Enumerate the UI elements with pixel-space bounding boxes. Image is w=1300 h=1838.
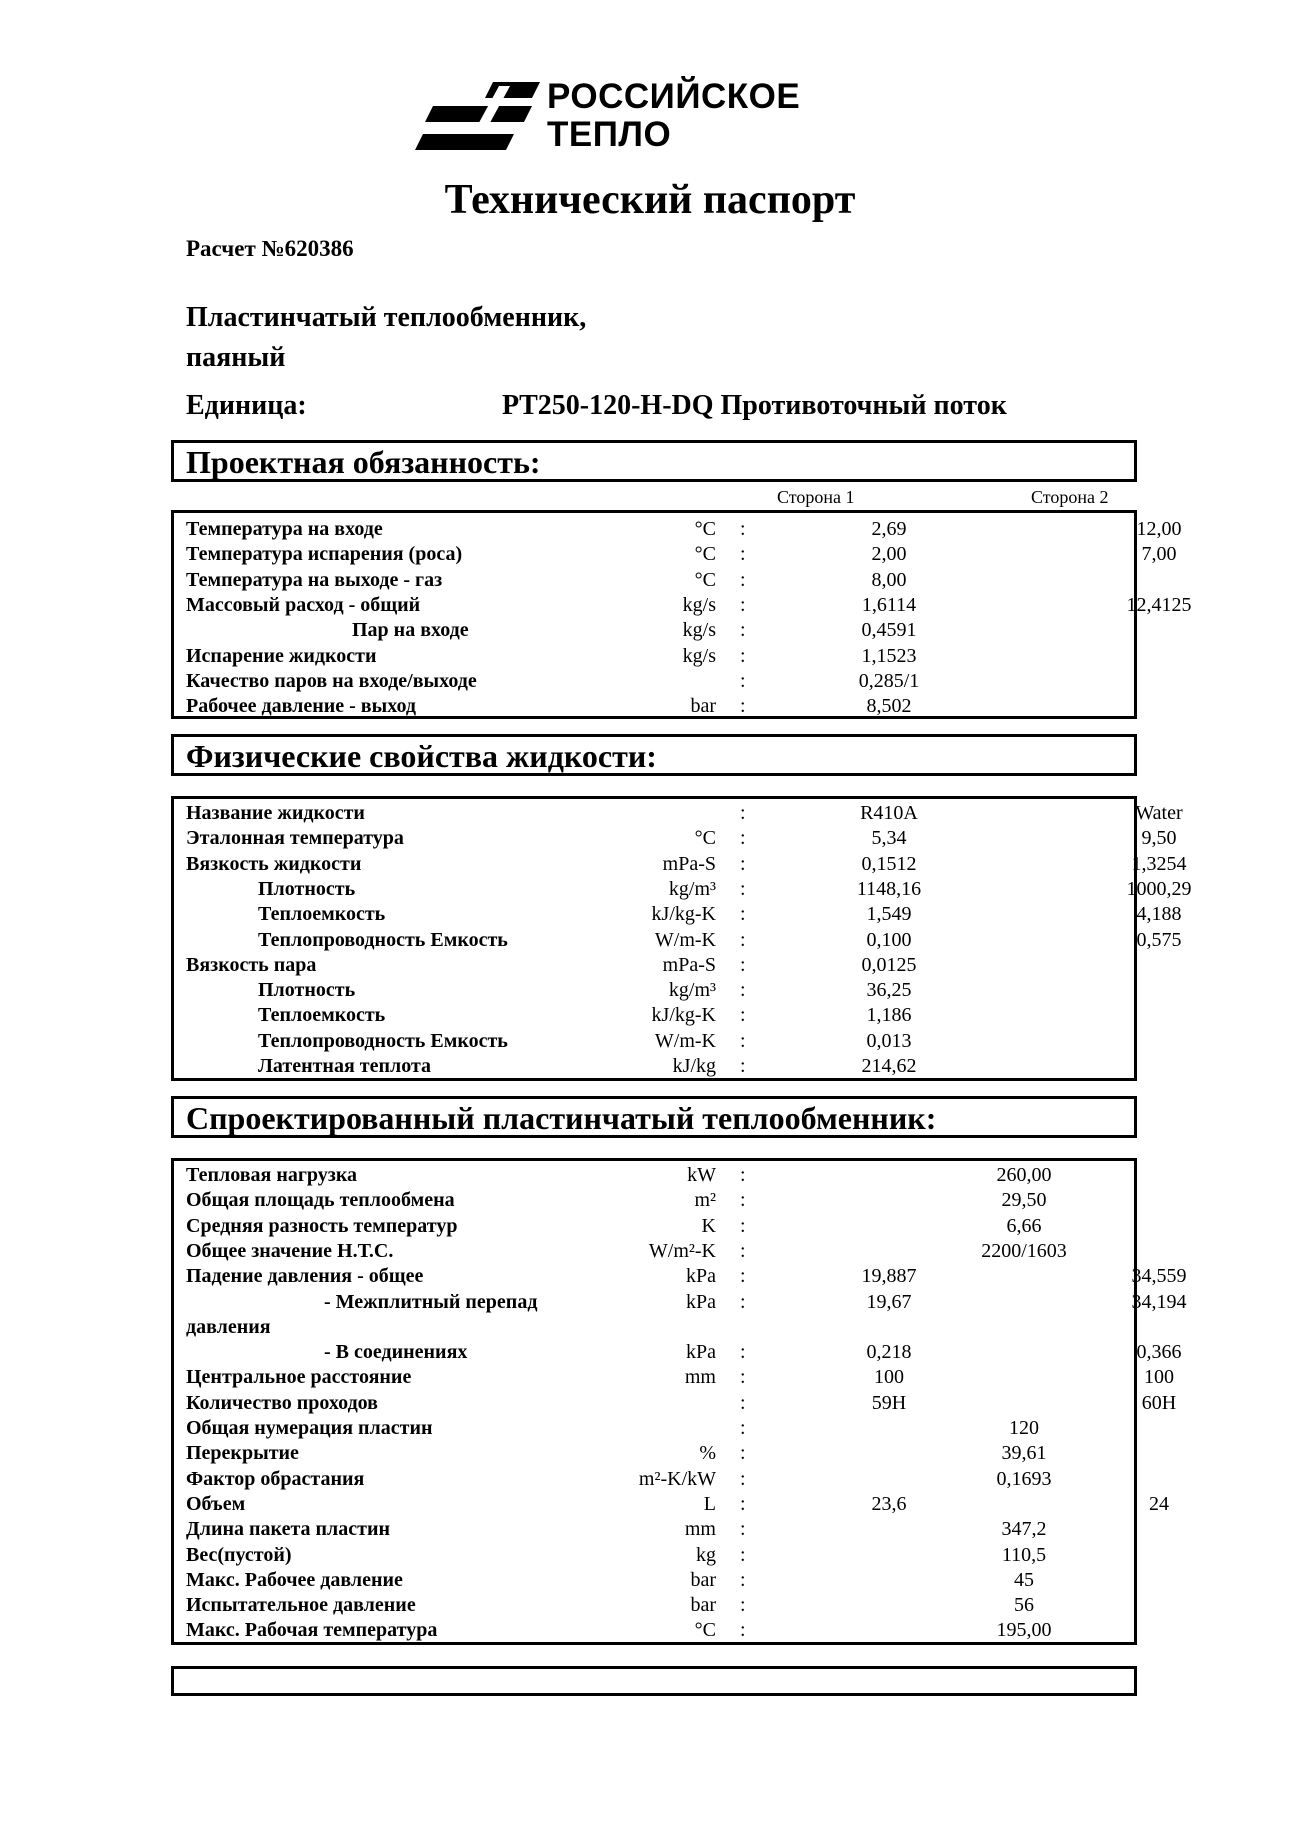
row-unit: kJ/kg-K xyxy=(651,1004,716,1027)
row-label: Теплоемкость xyxy=(258,903,386,926)
table-row xyxy=(174,1593,1134,1618)
table-row xyxy=(174,618,1134,643)
row-label: Средняя разность температур xyxy=(186,1214,458,1237)
row-unit: m² xyxy=(694,1189,716,1212)
row-colon: : xyxy=(740,1568,746,1591)
row-value-side1: 19,67 xyxy=(866,1290,912,1313)
row-label: Количество проходов xyxy=(186,1391,378,1414)
row-value-common: 0,1693 xyxy=(996,1467,1052,1490)
row-value-side1: 36,25 xyxy=(866,979,912,1002)
row-colon: : xyxy=(740,802,746,824)
row-value-side2: 34,559 xyxy=(1131,1265,1187,1288)
table-row xyxy=(174,877,1192,902)
table-row xyxy=(174,644,1134,669)
design-heading: Спроектированный пластинчатый теплообменник: xyxy=(186,1100,937,1136)
row-value-side2: 34,194 xyxy=(1131,1290,1187,1313)
row-label: Фактор обрастания xyxy=(186,1467,365,1490)
row-value-side1: 59H xyxy=(871,1391,907,1414)
row-label: Общее значение Н.Т.С. xyxy=(186,1239,394,1262)
row-label: Рабочее давление - выход xyxy=(186,695,416,718)
row-label: давления xyxy=(186,1315,271,1338)
row-label: Массовый расход - общий xyxy=(186,593,421,616)
row-unit: kg/m³ xyxy=(668,877,716,900)
row-colon: : xyxy=(740,1214,746,1237)
row-label: Название жидкости xyxy=(186,802,365,824)
row-unit: kJ/kg-K xyxy=(651,903,716,926)
product-name xyxy=(186,298,706,378)
row-unit: kg/s xyxy=(682,593,716,616)
row-label: Вязкость пара xyxy=(186,953,317,976)
table-row xyxy=(174,1543,1134,1568)
props-table xyxy=(171,796,1192,1081)
side1-label: Сторона 1 xyxy=(777,487,855,507)
duty-heading: Проектная обязанность: xyxy=(186,444,541,480)
row-value-side2: 0,366 xyxy=(1136,1341,1182,1364)
row-label: Общая нумерация пластин xyxy=(186,1417,433,1439)
table-row xyxy=(174,1003,1134,1028)
row-colon: : xyxy=(740,1518,746,1541)
row-unit: kPa xyxy=(686,1265,716,1288)
table-row xyxy=(174,1290,1187,1315)
table-row xyxy=(174,517,1182,542)
table-row xyxy=(174,1492,1169,1517)
row-unit: °C xyxy=(694,543,716,566)
row-label: Объем xyxy=(186,1492,246,1515)
table-row xyxy=(174,1340,1182,1365)
row-value-side1: 0,1512 xyxy=(861,852,917,875)
row-value-side2: 24 xyxy=(1149,1492,1169,1515)
row-value-side2: 0,575 xyxy=(1136,928,1182,951)
row-value-common: 39,61 xyxy=(1001,1442,1047,1465)
row-label: Теплоемкость xyxy=(258,1004,386,1027)
row-label: Эталонная температура xyxy=(186,827,404,850)
design-heading-box xyxy=(171,1096,1137,1138)
row-value-side2: 60H xyxy=(1141,1391,1177,1414)
row-value-side1: 0,285/1 xyxy=(858,669,920,692)
row-colon: : xyxy=(740,1055,746,1077)
table-row xyxy=(174,978,1134,1003)
row-value-side1: 2,00 xyxy=(871,543,907,566)
row-label: Температура испарения (роса) xyxy=(186,543,463,566)
row-unit: kPa xyxy=(686,1290,716,1313)
row-value-side1: 5,34 xyxy=(871,827,907,850)
table-row xyxy=(174,826,1177,851)
row-value-side1: 0,218 xyxy=(866,1341,912,1364)
row-unit: kJ/kg xyxy=(672,1055,716,1077)
row-label: Падение давления - общее xyxy=(186,1265,424,1288)
row-value-common: 260,00 xyxy=(996,1164,1052,1186)
table-row xyxy=(174,1365,1174,1390)
product-line2: паяный xyxy=(186,342,286,373)
row-label: Испарение жидкости xyxy=(186,644,377,667)
props-heading: Физические свойства жидкости: xyxy=(186,738,657,774)
row-unit: kg xyxy=(696,1543,716,1566)
row-value-side1: 0,4591 xyxy=(861,619,917,642)
row-unit: kg/m³ xyxy=(668,979,716,1002)
row-colon: : xyxy=(740,1594,746,1617)
table-row xyxy=(174,694,1134,719)
table-row xyxy=(174,1517,1134,1542)
table-row xyxy=(174,1467,1134,1492)
row-label: Перекрытие xyxy=(186,1442,299,1465)
row-value-common: 120 xyxy=(1009,1417,1039,1439)
row-value-common: 195,00 xyxy=(996,1619,1052,1642)
table-row xyxy=(174,669,1134,694)
table-row xyxy=(174,1214,1134,1239)
row-unit: W/m-K xyxy=(654,928,716,951)
row-colon: : xyxy=(740,518,746,540)
row-value-side1: R410A xyxy=(860,802,918,824)
row-label: - Межплитный перепад xyxy=(324,1290,538,1313)
table-row xyxy=(174,928,1182,953)
row-unit: % xyxy=(699,1442,716,1465)
row-label: Испытательное давление xyxy=(186,1594,416,1617)
table-row xyxy=(174,801,1183,826)
row-value-side1: 0,100 xyxy=(866,928,912,951)
side2-label: Сторона 2 xyxy=(1031,487,1109,507)
side-labels xyxy=(171,487,1137,509)
row-value-side1: 214,62 xyxy=(861,1055,917,1077)
table-row xyxy=(174,902,1182,927)
row-unit: bar xyxy=(690,1568,716,1591)
row-label: Плотность xyxy=(258,877,356,900)
table-row xyxy=(174,852,1187,877)
row-label: Температура на выходе - газ xyxy=(186,568,443,591)
row-value-side2: 12,4125 xyxy=(1126,593,1192,616)
row-label: Теплопроводность Емкость xyxy=(258,1029,508,1052)
row-colon: : xyxy=(740,619,746,642)
row-unit: °C xyxy=(694,827,716,850)
table-row xyxy=(174,568,1134,593)
row-value-side1: 8,00 xyxy=(871,568,907,591)
company-logo xyxy=(415,78,835,158)
row-colon: : xyxy=(740,1239,746,1262)
row-colon: : xyxy=(740,1417,746,1439)
table-row xyxy=(174,1441,1134,1466)
row-value-side1: 19,887 xyxy=(861,1265,917,1288)
row-label: Пар на входе xyxy=(352,619,469,642)
row-unit: kPa xyxy=(686,1341,716,1364)
duty-heading-box xyxy=(171,440,1137,482)
row-colon: : xyxy=(740,1467,746,1490)
row-unit: m²-K/kW xyxy=(638,1467,716,1490)
page-title: Технический паспорт xyxy=(444,177,856,223)
row-colon: : xyxy=(740,1341,746,1364)
row-value-side1: 8,502 xyxy=(866,695,912,718)
row-colon: : xyxy=(740,1543,746,1566)
row-label: Латентная теплота xyxy=(258,1055,432,1077)
row-unit: °C xyxy=(694,1619,716,1642)
row-unit: kg/s xyxy=(682,644,716,667)
table-row xyxy=(174,542,1177,567)
row-colon: : xyxy=(740,695,746,718)
row-colon: : xyxy=(740,1265,746,1288)
stripes-logo-icon xyxy=(415,82,540,154)
row-value-common: 56 xyxy=(1014,1594,1034,1617)
row-value-side1: 1,6114 xyxy=(861,593,917,616)
design-table xyxy=(171,1158,1187,1645)
row-value-side1: 2,69 xyxy=(871,518,907,540)
table-row xyxy=(174,1391,1177,1416)
row-value-side1: 1,1523 xyxy=(861,644,917,667)
table-row xyxy=(174,1054,1134,1079)
row-value-side2: 12,00 xyxy=(1136,518,1182,540)
row-colon: : xyxy=(740,877,746,900)
row-colon: : xyxy=(740,953,746,976)
row-value-side1: 0,013 xyxy=(866,1029,912,1052)
row-value-common: 2200/1603 xyxy=(981,1239,1067,1262)
row-label: Температура на входе xyxy=(186,518,383,540)
row-value-side1: 1,549 xyxy=(866,903,912,926)
row-unit: kg/s xyxy=(682,619,716,642)
row-colon: : xyxy=(740,1189,746,1212)
row-colon: : xyxy=(740,1492,746,1515)
row-label: Теплопроводность Емкость xyxy=(258,928,508,951)
table-row xyxy=(174,593,1192,618)
row-unit: °C xyxy=(694,518,716,540)
row-label: - В соединениях xyxy=(324,1341,468,1364)
row-unit: mm xyxy=(684,1518,716,1541)
row-value-common: 6,66 xyxy=(1006,1214,1042,1237)
row-value-side2: 4,188 xyxy=(1136,903,1182,926)
table-row xyxy=(174,1315,1134,1340)
row-label: Макс. Рабочая температура xyxy=(186,1619,438,1642)
row-unit: kW xyxy=(687,1164,716,1186)
table-row xyxy=(174,1029,1134,1054)
empty-footer-box xyxy=(171,1666,1137,1696)
row-label: Вес(пустой) xyxy=(186,1543,292,1566)
calc-number: Расчет №620386 xyxy=(186,236,354,261)
row-value-side1: 23,6 xyxy=(871,1492,907,1515)
table-row xyxy=(174,1239,1134,1264)
logo-text xyxy=(547,78,800,154)
row-colon: : xyxy=(740,543,746,566)
row-value-side1: 0,0125 xyxy=(861,953,917,976)
row-colon: : xyxy=(740,593,746,616)
row-value-common: 347,2 xyxy=(1001,1518,1047,1541)
row-colon: : xyxy=(740,644,746,667)
row-value-side2: Water xyxy=(1135,802,1183,824)
table-row xyxy=(174,1163,1134,1188)
row-unit: mPa-S xyxy=(662,852,716,875)
row-label: Тепловая нагрузка xyxy=(186,1164,358,1186)
row-colon: : xyxy=(740,1004,746,1027)
row-label: Длина пакета пластин xyxy=(186,1518,391,1541)
row-value-common: 29,50 xyxy=(1001,1189,1047,1212)
row-colon: : xyxy=(740,1442,746,1465)
row-value-side2: 7,00 xyxy=(1141,543,1177,566)
row-label: Центральное расстояние xyxy=(186,1366,412,1389)
row-label: Общая площадь теплообмена xyxy=(186,1189,455,1212)
unit-value: PT250-120-H-DQ Противоточный поток xyxy=(502,390,1007,421)
props-heading-box xyxy=(171,734,1137,776)
row-value-side1: 1,186 xyxy=(866,1004,912,1027)
unit-label: Единица: xyxy=(186,390,307,421)
row-colon: : xyxy=(740,1619,746,1642)
row-colon: : xyxy=(740,827,746,850)
row-label: Макс. Рабочее давление xyxy=(186,1568,403,1591)
row-unit: bar xyxy=(690,695,716,718)
table-row xyxy=(174,1416,1134,1441)
row-unit: mPa-S xyxy=(662,953,716,976)
row-label: Плотность xyxy=(258,979,356,1002)
row-colon: : xyxy=(740,979,746,1002)
row-colon: : xyxy=(740,903,746,926)
row-value-side2: 9,50 xyxy=(1141,827,1177,850)
row-value-side1: 100 xyxy=(874,1366,904,1389)
row-unit: L xyxy=(703,1492,716,1515)
row-colon: : xyxy=(740,852,746,875)
logo-line2: ТЕПЛО xyxy=(547,115,672,154)
row-colon: : xyxy=(740,1029,746,1052)
row-colon: : xyxy=(740,1290,746,1313)
row-label: Качество паров на входе/выходе xyxy=(186,669,477,692)
row-value-side2: 1000,29 xyxy=(1126,877,1192,900)
row-value-common: 45 xyxy=(1014,1568,1034,1591)
product-line1: Пластинчатый теплообменник, xyxy=(186,302,587,333)
row-colon: : xyxy=(740,568,746,591)
row-unit: K xyxy=(701,1214,716,1237)
row-colon: : xyxy=(740,1391,746,1414)
row-label: Вязкость жидкости xyxy=(186,852,362,875)
row-value-common: 110,5 xyxy=(1001,1543,1047,1566)
row-unit: mm xyxy=(684,1366,716,1389)
table-row xyxy=(174,1568,1134,1593)
row-value-side1: 1148,16 xyxy=(856,877,922,900)
row-unit: °C xyxy=(694,568,716,591)
logo-line1: РОССИЙСКОЕ xyxy=(547,77,801,116)
table-row xyxy=(174,953,1134,978)
duty-table xyxy=(171,510,1192,719)
table-row xyxy=(174,1264,1187,1289)
table-row xyxy=(174,1188,1134,1213)
row-colon: : xyxy=(740,1366,746,1389)
row-unit: bar xyxy=(690,1594,716,1617)
row-value-side2: 100 xyxy=(1144,1366,1174,1389)
row-value-side2: 1,3254 xyxy=(1131,852,1187,875)
row-unit: W/m²-K xyxy=(648,1239,716,1262)
row-colon: : xyxy=(740,669,746,692)
row-colon: : xyxy=(740,1164,746,1186)
table-row xyxy=(174,1618,1134,1643)
row-colon: : xyxy=(740,928,746,951)
row-unit: W/m-K xyxy=(654,1029,716,1052)
